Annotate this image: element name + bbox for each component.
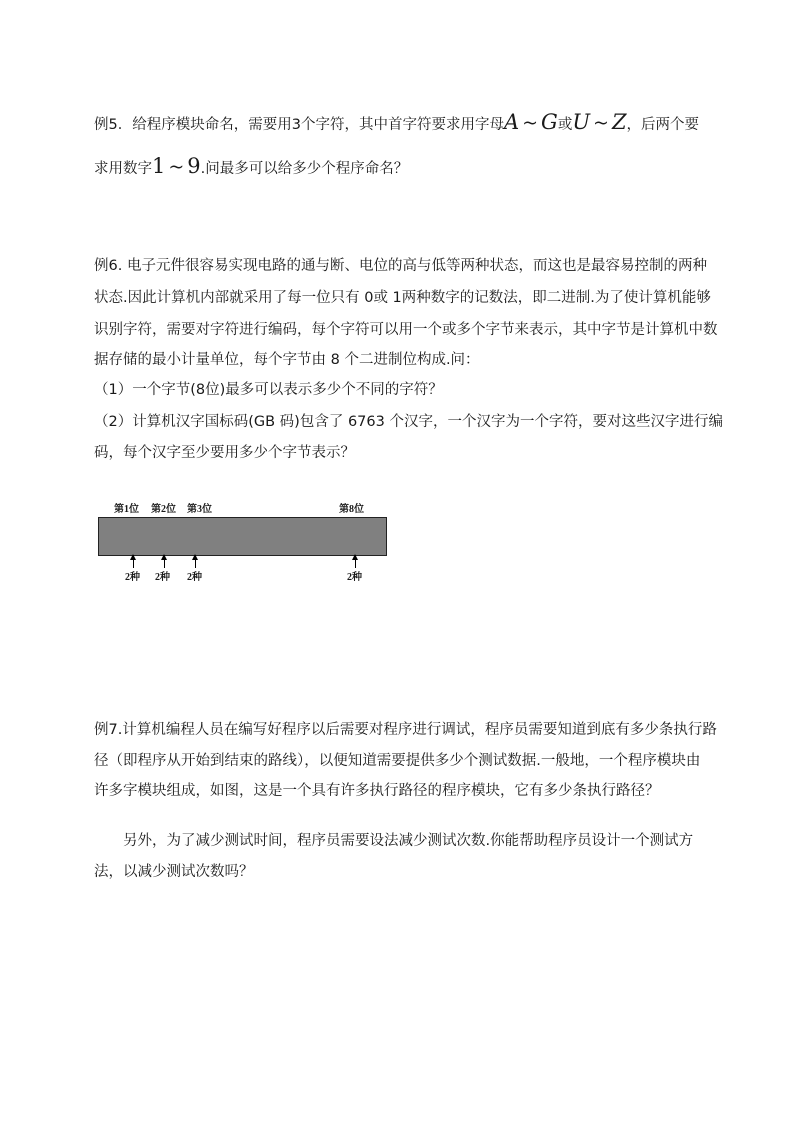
up-arrow-icon [355,555,356,568]
bit-label-8: 第8位 [339,504,364,515]
math-letter-a: A [503,110,520,134]
ex5-text-2a: 求用数字 [94,161,152,177]
kind-label-2: 2种 [155,572,170,583]
math-letter-g: G [541,110,558,134]
ex5-text-2b: .问最多可以给多少个程序命名？ [200,161,409,177]
math-letter-z: Z [611,110,627,134]
ex7-line-1: 例7.计算机编程人员在编写好程序以后需要对程序进行调试，程序员需要知道到底有多少条执行路 [94,722,717,738]
ex6-line-1: 例6. 电子元件很容易实现电路的通与断、电位的高与低等两种状态，而这也是最容易控制的两种 [94,258,707,274]
ex6-line-4: 据存储的最小计量单位，每个字节由 8 个二进制位构成.问： [94,352,480,368]
math-letter-u: U [572,110,591,134]
ex7-line-4: 另外，为了减少测试时间，程序员需要设法减少测试次数.你能帮助程序员设计一个测试方 [94,833,694,849]
kind-label-8: 2种 [347,572,362,583]
math-digit-nine: 9 [187,154,201,178]
tilde-symbol: ~ [522,112,539,134]
tilde-symbol: ~ [168,156,185,178]
ex6-line-2: 状态.因此计算机内部就采用了每一位只有 0或 1两种数字的记数法，即二进制.为了使计算机能够 [94,290,711,306]
ex7-line-2: 径（即程序从开始到结束的路线），以便知道需要提供多少个测试数据.一般地，一个程序模块由 [94,753,701,769]
ex6-question-2: （2）计算机汉字国标码(GB 码)包含了 6763 个汉字，一个汉字为一个字符，要对这些汉字进行编 [94,414,723,430]
tilde-symbol: ~ [593,112,609,134]
up-arrow-icon [164,555,165,568]
kind-label-3: 2种 [187,572,202,583]
ex6-line-3: 识别字符，需要对字符进行编码，每个字符可以用一个或多个字节来表示，其中字节是计算机中数 [94,322,718,338]
ex5-text-1a: 例5．给程序模块命名，需要用3个字符，其中首字符要求用字母 [94,117,504,133]
math-digit-one: 1 [152,154,166,178]
kind-label-1: 2种 [125,572,140,583]
ex6-question-2-cont: 码，每个汉字至少要用多少个字节表示？ [94,445,355,461]
bit-label-2: 第2位 [151,504,176,515]
up-arrow-icon [195,555,196,568]
ex5-line-1 [94,112,699,135]
ex5-or: 或 [557,117,573,133]
up-arrow-icon [133,555,134,568]
ex7-line-3: 许多字模块组成，如图，这是一个具有许多执行路径的程序模块，它有多少条执行路径？ [94,783,660,799]
ex7-line-5: 法，以减少测试次数吗？ [94,864,254,880]
bit-label-1: 第1位 [114,504,139,515]
bit-label-3: 第3位 [187,504,212,515]
byte-bar [98,517,387,556]
ex5-text-1b: ，后两个要 [626,117,700,133]
ex5-line-2 [94,156,408,179]
ex6-question-1: （1）一个字节(8位)最多可以表示多少个不同的字符？ [94,382,443,398]
